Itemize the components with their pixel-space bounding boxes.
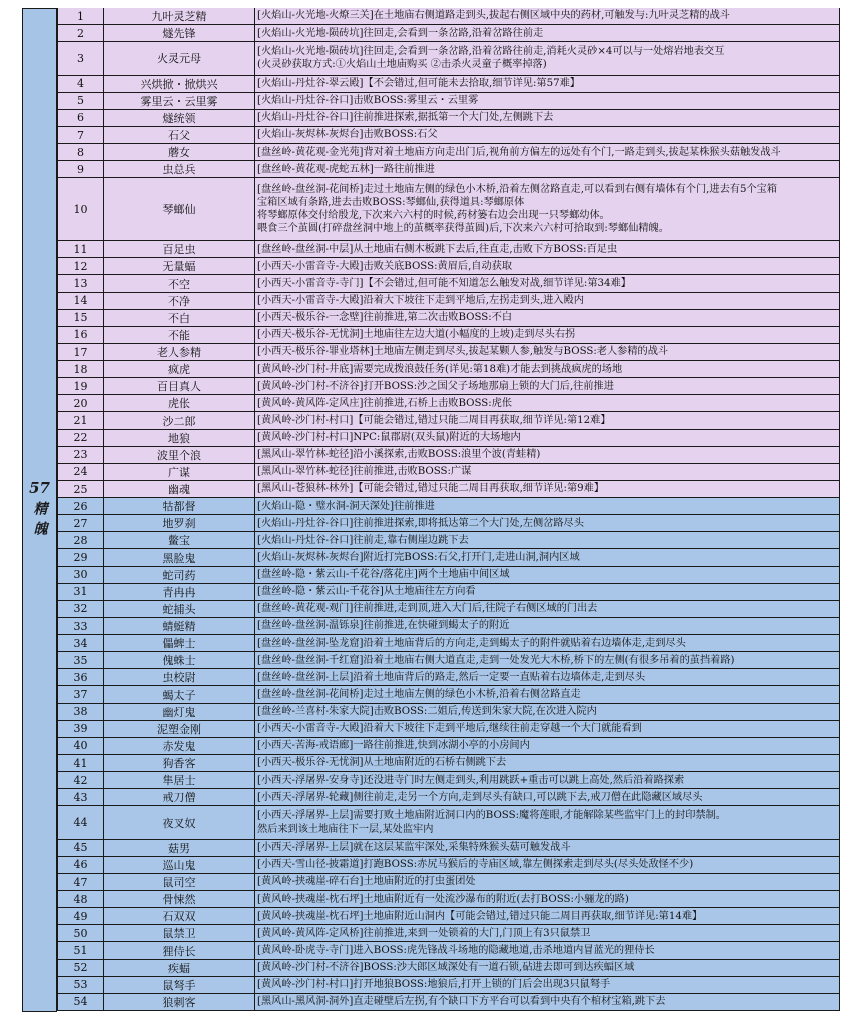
row-number: 44	[57, 806, 104, 838]
location-description	[255, 127, 840, 143]
location-description	[255, 789, 840, 805]
spirit-name: 青冉冉	[104, 584, 255, 600]
description-line: [盘丝岭-兰喜村-朱家大院]击败BOSS:二姐后,传送到朱家大院,在次进入院内	[257, 706, 597, 718]
table-row	[57, 994, 840, 1011]
table-row	[57, 738, 840, 755]
table-row	[57, 840, 840, 857]
location-description	[255, 344, 840, 360]
description-line: 宝箱区域有条路,进去击败BOSS:琴螂仙,获得道具:琴螂原体	[257, 197, 525, 209]
location-description	[255, 669, 840, 685]
row-number: 46	[57, 857, 104, 873]
table-row	[57, 652, 840, 669]
description-line: [黄风岭-沙门村-井底]需要完成拨浪鼓任务(详见:第18难)才能去到挑战疯虎的场地	[257, 363, 623, 375]
spirit-name: 燧统领	[104, 110, 255, 126]
description-line: [小西天-极乐谷-罪业塔林]土地庙左侧走到尽头,拔起某颗人参,触发与BOSS:老人参精的战斗	[257, 346, 669, 358]
row-number: 54	[57, 994, 104, 1010]
description-line: [盘丝岭-盘丝洞-花间桥]走过土地庙左侧的绿色小木桥,沿着右侧岔路直走	[257, 688, 581, 700]
description-line: [盘丝岭-黄花观-虎蛇五林]一路往前推进	[257, 163, 435, 175]
location-description	[255, 891, 840, 907]
description-line: [盘丝岭-黄花观-金光苑]背对着土地庙方向走出门后,视角前方偏左的远处有个门,一路走到头,拔起某株猴头菇触发战斗	[257, 146, 781, 158]
spirit-name: 无量蝠	[104, 258, 255, 274]
description-line: [盘丝岭-盘丝洞-温铄泉]往前推进,在快碰到蝎太子的附近	[257, 620, 510, 632]
location-description	[255, 293, 840, 309]
description-line: [火焰山-火光地-陨砖坑]往回走,会看到一条岔路,沿着岔路往前走,消耗火灵砂×4可以与一处熔岩地表交互	[257, 46, 725, 58]
description-line: [黄风岭-黄风阵-定风桥]往前推进,来到一处锁着的大门,门顶上有3只鼠禁卫	[257, 927, 591, 939]
description-line: [黄风岭-沙门村-不济谷]打开BOSS:沙之国父子场地那扇上锁的大门后,往前推进	[257, 380, 614, 392]
description-line: [黄风岭-挟魂崖-枕石坪]土地庙附近有一处流沙瀑布的附近(去打BOSS:小骊龙的路)	[257, 893, 629, 905]
table-row	[57, 721, 840, 738]
description-line: [小西天-雪山径-披霜道]打跑BOSS:赤尻马猴后的寺庙区域,靠左侧探索走到尽头(尽头处敌怪不少)	[257, 859, 694, 871]
row-number: 39	[57, 721, 104, 737]
table-row	[57, 447, 840, 464]
location-description	[255, 361, 840, 377]
description-line: [盘丝岭-黄花观-观门]往前推进,走到顶,进入大门后,往院子右侧区域的门出去	[257, 603, 598, 615]
spirit-name: 幽魂	[104, 481, 255, 497]
table-row	[57, 960, 840, 977]
row-number: 14	[57, 293, 104, 309]
location-description	[255, 498, 840, 514]
description-line: [盘丝岭-盘丝洞-中层]从土地庙右侧木板跳下去后,往直走,击败下方BOSS:百足虫	[257, 243, 618, 255]
table-row	[57, 498, 840, 515]
location-description	[255, 908, 840, 924]
description-line: [小西天-浮屠界-轮藏]侧往前走,走另一个方向,走到尽头有缺口,可以跳下去,戒刀僧在此隐藏区域尽头	[257, 791, 703, 803]
table-row	[57, 891, 840, 908]
table-row	[57, 241, 840, 258]
spirit-name: 蘑女	[104, 144, 255, 160]
spirit-name: 百足虫	[104, 241, 255, 257]
group-count: 57	[29, 479, 50, 497]
location-description	[255, 8, 840, 24]
spirit-name: 火灵元母	[104, 42, 255, 74]
description-line: [小西天-极乐谷-无忧洞]从土地庙附近的石桥右侧跳下去	[257, 757, 507, 769]
spirit-name: 夜叉奴	[104, 806, 255, 838]
table-row	[57, 344, 840, 361]
table-row	[57, 93, 840, 110]
description-line: [火焰山-丹灶谷-谷口]往前推进探索,据抵第一个大门处,左侧跳下去	[257, 112, 554, 124]
row-number: 20	[57, 395, 104, 411]
row-number: 27	[57, 515, 104, 531]
spirit-name: 不能	[104, 327, 255, 343]
spirit-name: 波里个浪	[104, 447, 255, 463]
row-number: 5	[57, 93, 104, 109]
row-number: 40	[57, 738, 104, 754]
table-row	[57, 275, 840, 292]
row-number: 47	[57, 874, 104, 890]
row-number: 49	[57, 908, 104, 924]
description-line: [黄风岭-沙门村-村口]NPC:鼠郡尉(双头鼠)附近的大场地内	[257, 432, 521, 444]
location-description	[255, 310, 840, 326]
location-description	[255, 110, 840, 126]
spirit-name: 狗香客	[104, 755, 255, 771]
row-number: 13	[57, 275, 104, 291]
spirit-name: 菇男	[104, 840, 255, 856]
table-row	[57, 42, 840, 75]
spirit-name: 泥塑金刚	[104, 721, 255, 737]
location-description	[255, 567, 840, 583]
description-line: [火焰山-丹灶谷-谷口]往前走,靠右侧崖边跳下去	[257, 534, 469, 546]
description-line: [黄风岭-卧虎寺-寺门]进入BOSS:虎先锋战斗场地的隐藏地道,击杀地道内冒蓝光的狸侍长	[257, 944, 655, 956]
location-description	[255, 25, 840, 41]
spirit-name: 不空	[104, 275, 255, 291]
table-row	[57, 549, 840, 566]
location-description	[255, 327, 840, 343]
spirit-table	[22, 8, 840, 1012]
description-line: [盘丝岭-隐・紫云山-千花谷/落花庄]两个土地庙中间区域	[257, 569, 510, 581]
table-row	[57, 567, 840, 584]
location-description	[255, 42, 840, 74]
location-description	[255, 532, 840, 548]
spirit-name: 兴烘掀・掀烘兴	[104, 76, 255, 92]
description-line: [盘丝岭-隐・紫云山-千花谷]从土地庙往左方向看	[257, 586, 476, 598]
row-number: 35	[57, 652, 104, 668]
description-line: [火焰山-火光地-火燎三关]在土地庙右侧道路走到头,拔起右侧区域中央的药材,可触发与:九叶灵芝精的战斗	[257, 10, 730, 22]
location-description	[255, 76, 840, 92]
table-row	[57, 178, 840, 241]
row-number: 16	[57, 327, 104, 343]
table-row	[57, 874, 840, 891]
row-number: 50	[57, 925, 104, 941]
row-number: 10	[57, 178, 104, 240]
table-row	[57, 601, 840, 618]
table-row	[57, 977, 840, 994]
table-row	[57, 412, 840, 429]
table-row	[57, 327, 840, 344]
row-number: 53	[57, 977, 104, 993]
description-line: [黄风岭-沙门村-村口]打开地狼BOSS:地狼后,打开上锁的门后会出现3只鼠弩手	[257, 979, 611, 991]
description-line: [小西天-极乐谷-无忧洞]土地庙往左边大道(小幅度的上坡)走到尽头右拐	[257, 329, 576, 341]
description-line: [黄风岭-挟魂崖-碎石台]土地庙附近的打虫蛋团处	[257, 876, 476, 888]
spirit-name: 蝎太子	[104, 686, 255, 702]
location-description	[255, 549, 840, 565]
spirit-name: 地狼	[104, 430, 255, 446]
description-line: [黄风岭-沙门村-村口]【可能会错过,错过只能二周目再获取,细节详见:第12难】	[257, 414, 611, 426]
row-number: 8	[57, 144, 104, 160]
row-number: 9	[57, 161, 104, 177]
row-number: 7	[57, 127, 104, 143]
description-line: [小西天-浮屠界-上层]就在这层某监牢深处,采集特殊猴头菇可触发战斗	[257, 842, 571, 854]
table-row	[57, 293, 840, 310]
table-row	[57, 464, 840, 481]
spirit-name: 虫校尉	[104, 669, 255, 685]
row-number: 21	[57, 412, 104, 428]
spirit-name: 虎伥	[104, 395, 255, 411]
spirit-name: 九叶灵芝精	[104, 8, 255, 24]
description-line: [黄风岭-黄风阵-定风庄]往前推进,石桥上击败BOSS:虎伥	[257, 397, 513, 409]
location-description	[255, 584, 840, 600]
group-label: 精魄	[31, 501, 48, 541]
row-number: 4	[57, 76, 104, 92]
spirit-name: 石双双	[104, 908, 255, 924]
table-row	[57, 127, 840, 144]
row-number: 25	[57, 481, 104, 497]
row-number: 38	[57, 704, 104, 720]
table-row	[57, 258, 840, 275]
spirit-name: 巡山鬼	[104, 857, 255, 873]
row-number: 17	[57, 344, 104, 360]
location-description	[255, 635, 840, 651]
table-row	[57, 161, 840, 178]
table-row	[57, 76, 840, 93]
location-description	[255, 395, 840, 411]
row-number: 34	[57, 635, 104, 651]
location-description	[255, 481, 840, 497]
location-description	[255, 161, 840, 177]
table-row	[57, 686, 840, 703]
location-description	[255, 994, 840, 1010]
spirit-name: 老人参精	[104, 344, 255, 360]
table-row	[57, 430, 840, 447]
spirit-name: 儡蜱士	[104, 635, 255, 651]
description-line: [盘丝岭-盘丝洞-千红窟]沿着土地庙右侧大道直走,走到一处发光大木桥,桥下的左侧(有很多吊着的茧挡着路)	[257, 654, 735, 666]
spirit-name: 鳖宝	[104, 532, 255, 548]
spirit-name: 鼠司空	[104, 874, 255, 890]
spirit-name: 石父	[104, 127, 255, 143]
row-number: 11	[57, 241, 104, 257]
table-row	[57, 144, 840, 161]
description-line: [小西天-小雷音寺-大殿]击败关底BOSS:黄眉后,自动获取	[257, 260, 513, 272]
description-line: 然后来到该土地庙往下一层,某处监牢内	[257, 823, 434, 835]
spirit-name: 蛇司药	[104, 567, 255, 583]
spirit-name: 傀蛛士	[104, 652, 255, 668]
table-row	[57, 806, 840, 839]
description-line: [火焰山-丹灶谷-谷口]往前推进探索,即将抵达第二个大门处,左侧岔路尽头	[257, 517, 584, 529]
location-description	[255, 686, 840, 702]
location-description	[255, 144, 840, 160]
spirit-name: 隼居士	[104, 772, 255, 788]
location-description	[255, 275, 840, 291]
location-description	[255, 93, 840, 109]
table-body	[57, 8, 840, 1012]
row-number: 12	[57, 258, 104, 274]
description-line: [黄风岭-沙门村-不济谷]BOSS:沙大郎区域深处有一道石锁,砧进去即可到达疾蝠区域	[257, 962, 635, 974]
description-line: [小西天-小雷音寺-大殿]沿着大下坡往下走到平地后,左拐走到头,进入殿内	[257, 295, 584, 307]
table-row	[57, 361, 840, 378]
location-description	[255, 942, 840, 958]
table-row	[57, 669, 840, 686]
location-description	[255, 515, 840, 531]
table-row	[57, 110, 840, 127]
description-line: [小西天-浮屠界-安身寺]还没进寺门时左侧走到头,利用跳跃+重击可以跳上高处,然后沿着路探索	[257, 774, 685, 786]
description-line: [火焰山-丹灶谷-谷口]击败BOSS:雾里云・云里雾	[257, 95, 479, 107]
row-number: 28	[57, 532, 104, 548]
table-row	[57, 481, 840, 498]
row-number: 32	[57, 601, 104, 617]
table-row	[57, 789, 840, 806]
description-line: [火焰山-丹灶谷-翠云殿]【不会错过,但可能未去拾取,细节详见:第57难】	[257, 78, 580, 90]
table-row	[57, 378, 840, 395]
spirit-name: 不净	[104, 293, 255, 309]
description-line: [火焰山-灰烬林-灰烬台]附近打完BOSS:石父,打开门,走进山洞,洞内区域	[257, 551, 580, 563]
table-row	[57, 532, 840, 549]
location-description	[255, 704, 840, 720]
spirit-name: 赤发鬼	[104, 738, 255, 754]
row-number: 42	[57, 772, 104, 788]
description-line: [小西天-小雷音寺-大殿]沿着大下坡往下走到平地后,继续往前走穿越一个大门就能看到	[257, 723, 642, 735]
row-number: 23	[57, 447, 104, 463]
description-line: [小西天-浮屠界-上层]需要打败土地庙附近洞口内的BOSS:魔将莲眼,才能解除某些监牢门上的封印禁制。	[257, 810, 726, 822]
table-row	[57, 857, 840, 874]
spirit-name: 不白	[104, 310, 255, 326]
row-number: 3	[57, 42, 104, 74]
spirit-name: 地罗刹	[104, 515, 255, 531]
location-description	[255, 464, 840, 480]
location-description	[255, 857, 840, 873]
table-row	[57, 515, 840, 532]
row-number: 33	[57, 618, 104, 634]
spirit-name: 鼠禁卫	[104, 925, 255, 941]
row-number: 51	[57, 942, 104, 958]
table-row	[57, 618, 840, 635]
spirit-name: 疾蝠	[104, 960, 255, 976]
table-row	[57, 25, 840, 42]
description-line: [小西天-小雷音寺-寺门]【不会错过,但可能不知道怎么触发对战,细节详见:第34难】	[257, 277, 631, 289]
location-description	[255, 618, 840, 634]
table-row	[57, 908, 840, 925]
spirit-name: 狼刺客	[104, 994, 255, 1010]
row-number: 29	[57, 549, 104, 565]
spirit-name: 狸侍长	[104, 942, 255, 958]
description-line: [黑风山-翠竹林-蛇径]往前推进,击败BOSS:广谋	[257, 466, 472, 478]
table-row	[57, 704, 840, 721]
location-description	[255, 412, 840, 428]
description-line: [火焰山-隐・璧水洞-洞天深处]往前推进	[257, 500, 435, 512]
row-number: 43	[57, 789, 104, 805]
spirit-name: 蜻蜓精	[104, 618, 255, 634]
spirit-name: 琴螂仙	[104, 178, 255, 240]
description-line: 喂食三个茧圆(打碎盘丝洞中地上的茧概率获得茧圆)后,下次来六六村可拾取到:琴螂仙精魄。	[257, 223, 669, 235]
description-line: [黑风山-翠竹林-蛇径]沿小溪探索,击败BOSS:浪里个波(青蛙精)	[257, 449, 541, 461]
row-number: 18	[57, 361, 104, 377]
table-row	[57, 925, 840, 942]
spirit-name: 骨悚然	[104, 891, 255, 907]
location-description	[255, 601, 840, 617]
description-line: [黄风岭-挟魂崖-枕石坪]土地庙附近山洞内【可能会错过,错过只能二周目再获取,细节详见:第14难】	[257, 910, 703, 922]
spirit-name: 幽灯鬼	[104, 704, 255, 720]
table-row	[57, 310, 840, 327]
spirit-name: 燧先锋	[104, 25, 255, 41]
row-number: 24	[57, 464, 104, 480]
description-line: [黑风山-黑风洞-洞外]直走碰壁后左拐,有个缺口下方平台可以看到中央有个棺材宝箱,跳下去	[257, 996, 666, 1008]
location-description	[255, 430, 840, 446]
row-number: 31	[57, 584, 104, 600]
location-description	[255, 738, 840, 754]
description-line: [盘丝岭-盘丝洞-花间桥]走过土地庙左侧的绿色小木桥,沿着左侧岔路直走,可以看到右侧有墙体有个门,进去有5个宝箱	[257, 183, 778, 195]
group-cell	[22, 8, 57, 1012]
spirit-name: 鼠弩手	[104, 977, 255, 993]
location-description	[255, 925, 840, 941]
spirit-name: 虫总兵	[104, 161, 255, 177]
location-description	[255, 378, 840, 394]
spirit-name: 广谋	[104, 464, 255, 480]
description-line: 将琴螂原体交付给殷龙,下次来六六村的时候,药材篓右边会出现一只琴螂幼体。	[257, 210, 610, 222]
table-row	[57, 942, 840, 959]
location-description	[255, 772, 840, 788]
location-description	[255, 755, 840, 771]
row-number: 37	[57, 686, 104, 702]
location-description	[255, 806, 840, 838]
location-description	[255, 652, 840, 668]
location-description	[255, 977, 840, 993]
spirit-name: 蛇捕头	[104, 601, 255, 617]
spirit-name: 百目真人	[104, 378, 255, 394]
location-description	[255, 447, 840, 463]
row-number: 52	[57, 960, 104, 976]
spirit-name: 戒刀僧	[104, 789, 255, 805]
description-line: [小西天-极乐谷-一念壁]往前推进,第二次击败BOSS:不白	[257, 312, 513, 324]
location-description	[255, 874, 840, 890]
spirit-name: 雾里云・云里雾	[104, 93, 255, 109]
row-number: 41	[57, 755, 104, 771]
row-number: 26	[57, 498, 104, 514]
spirit-name: 疯虎	[104, 361, 255, 377]
table-row	[57, 584, 840, 601]
row-number: 48	[57, 891, 104, 907]
row-number: 2	[57, 25, 104, 41]
table-row	[57, 755, 840, 772]
description-line: [盘丝岭-盘丝洞-坠龙窟]沿着土地庙背后的方向走,走到蝎太子的附件就贴着右边墙体走,走到尽头	[257, 637, 686, 649]
row-number: 6	[57, 110, 104, 126]
row-number: 19	[57, 378, 104, 394]
location-description	[255, 721, 840, 737]
row-number: 1	[57, 8, 104, 24]
location-description	[255, 960, 840, 976]
table-row	[57, 772, 840, 789]
location-description	[255, 178, 840, 240]
description-line: [黑风山-苍狼林-林外]【可能会错过,错过只能二周目再获取,细节详见:第9难】	[257, 483, 605, 495]
spirit-name: 沙二郎	[104, 412, 255, 428]
table-row	[57, 635, 840, 652]
row-number: 36	[57, 669, 104, 685]
row-number: 15	[57, 310, 104, 326]
row-number: 45	[57, 840, 104, 856]
description-line: (火灵砂获取方式:①火焰山土地庙购买 ②击杀火灵童子概率掉落)	[257, 59, 547, 71]
description-line: [小西天-苦海-戒语廊]一路往前推进,快到冰湖小亭的小房间内	[257, 740, 530, 752]
location-description	[255, 840, 840, 856]
table-row	[57, 8, 840, 25]
description-line: [盘丝岭-盘丝洞-上层]沿着土地庙背后的路走,然后一定要一直贴着右边墙体走,走到尽头	[257, 671, 646, 683]
description-line: [火焰山-灰烬林-灰烬台]击败BOSS:石父	[257, 129, 438, 141]
description-line: [火焰山-火光地-陨砖坑]往回走,会看到一条岔路,沿着岔路往前走	[257, 27, 544, 39]
spirit-name: 黑脸鬼	[104, 549, 255, 565]
table-row	[57, 395, 840, 412]
row-number: 22	[57, 430, 104, 446]
location-description	[255, 241, 840, 257]
row-number: 30	[57, 567, 104, 583]
spirit-name: 牯都督	[104, 498, 255, 514]
location-description	[255, 258, 840, 274]
